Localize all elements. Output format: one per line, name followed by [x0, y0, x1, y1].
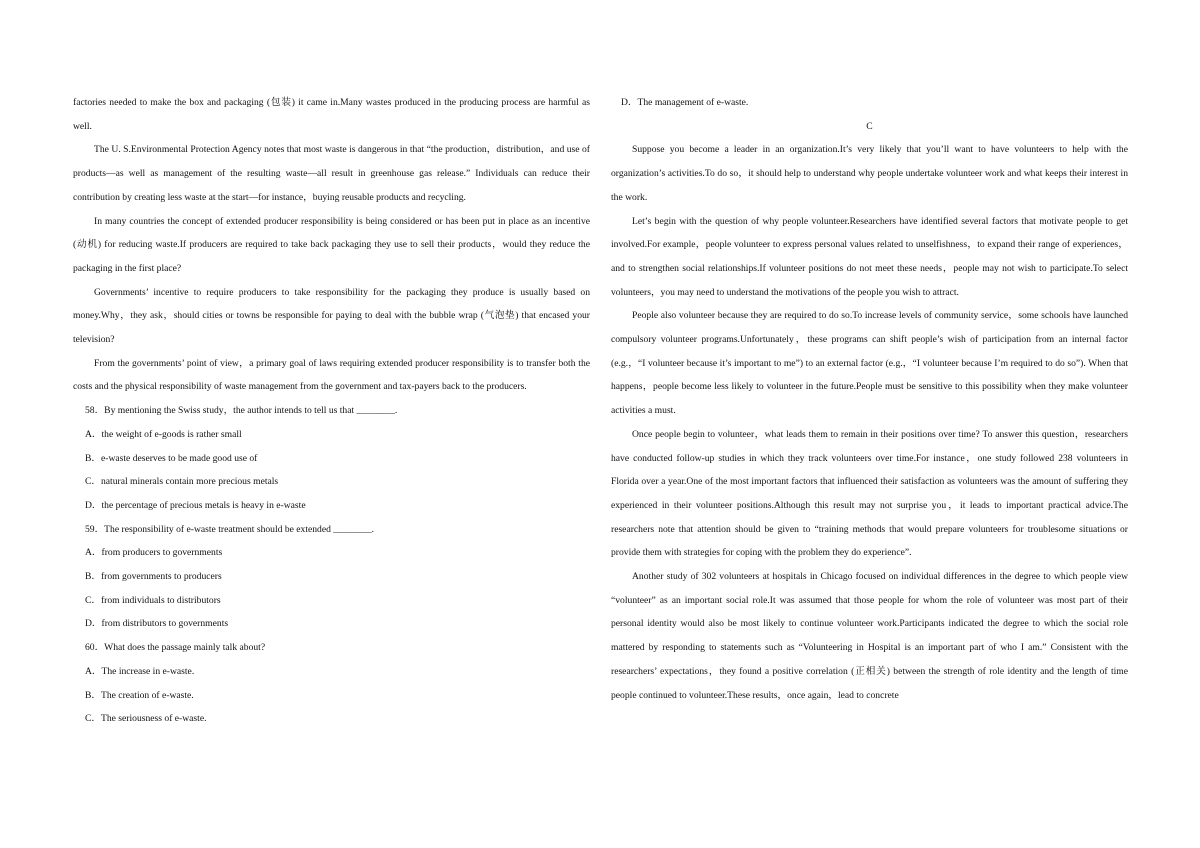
passage-paragraph-3: People also volunteer because they are required to do so.To increase levels of community service，some schools have launched compulsory volunteer programs.Unfortunately，these programs can shift people’s wish of participation from an internal factor (e.g.，“I volunteer because it’s important to me”) to an external factor (e.g.，“I volunteer because I’m required to do so”). When that happens，people become less likely to volunteer in the future.People must be sensitive to this possibility when they make volunteer activities a must. — [611, 310, 1128, 417]
section-label: C — [866, 120, 873, 132]
option-d: D．The management of e-waste. — [621, 97, 749, 108]
option-b: B．The creation of e-waste. — [85, 689, 194, 701]
question-60 — [73, 636, 590, 731]
option-c: C．The seriousness of e-waste. — [85, 713, 207, 725]
question-59 — [73, 518, 590, 637]
option-b: B．e-waste deserves to be made good use of — [85, 452, 258, 464]
option-a: A．The increase in e-waste. — [85, 665, 195, 677]
passage-paragraph-5: From the governments’ point of view，a primary goal of laws requiring extended producer responsibility is to transfer both the costs and the physical responsibility of waste management from the government and tax-payers back to the producers. — [73, 357, 590, 393]
question-stem: 58．By mentioning the Swiss study，the author intends to tell us that ________. — [85, 405, 398, 417]
option-a: A．the weight of e-goods is rather small — [85, 428, 242, 440]
question-stem: 59．The responsibility of e-waste treatment should be extended ________. — [85, 523, 375, 535]
option-d: D．the percentage of precious metals is heavy in e-waste — [85, 499, 306, 511]
passage-paragraph-3: In many countries the concept of extended producer responsibility is being considered or has been put in place as an incentive (动机) for reducing waste.If producers are required to take back packaging they use to sell their products，would they reduce the packaging in the first place? — [73, 215, 590, 274]
left-column — [73, 91, 590, 731]
passage-paragraph-1: Suppose you become a leader in an organization.It’s very likely that you’ll want to have volunteers to help with the organization’s activities.To do so，it should help to understand why people undertake volunteer work and what keeps their interest in the work. — [611, 144, 1128, 203]
right-column — [611, 91, 1128, 707]
option-b: B．from governments to producers — [85, 571, 222, 583]
option-d: D．from distributors to governments — [85, 618, 229, 630]
passage-paragraph-1: factories needed to make the box and packaging (包装) it came in.Many wastes produced in the producing process are harmful as well. — [73, 97, 590, 132]
passage-paragraph-2: Let’s begin with the question of why people volunteer.Researchers have identified several factors that motivate people to get involved.For example，people volunteer to express personal values related to unselfishness，to expand their range of experiences，and to strengthen social relationships.If volunteer positions do not meet these needs，people may not wish to participate.To select volunteers，you may need to understand the motivations of the people you wish to attract. — [611, 215, 1128, 298]
passage-paragraph-2: The U. S.Environmental Protection Agency notes that most waste is dangerous in that “the production，distribution，and use of products—as well as management of the resulting waste—all result in greenhouse gas release.” Individuals can reduce their contribution by creating less waste at the start—for instance，buying reusable products and recycling. — [73, 144, 590, 203]
option-c: C．from individuals to distributors — [85, 594, 221, 606]
option-a: A．from producers to governments — [85, 547, 223, 559]
question-58 — [73, 399, 590, 518]
passage-paragraph-4: Governments’ incentive to require producers to take responsibility for the packaging they produce is usually based on money.Why，they ask，should cities or towns be responsible for paying to deal with the bubble wrap (气泡垫) that encased your television? — [73, 286, 590, 346]
passage-paragraph-4: Once people begin to volunteer，what leads them to remain in their positions over time? To answer this question，researchers have conducted follow-up studies in which they track volunteers over time.For instance，one study followed 238 volunteers in Florida over a year.One of the most important factors that influenced their satisfaction as volunteers was the amount of suffering they experienced in their volunteer positions.Although this result may not surprise you，it leads to important practical advice.The researchers note that attention should be given to “training methods that would prepare volunteers for troublesome situations or provide them with strategies for coping with the problem they do experience”. — [611, 428, 1128, 559]
option-c: C．natural minerals contain more precious metals — [85, 476, 279, 488]
question-stem: 60．What does the passage mainly talk about? — [85, 642, 266, 654]
passage-paragraph-5: Another study of 302 volunteers at hospitals in Chicago focused on individual differences in the degree to which people view “volunteer” as an important social role.It was assumed that those people for whom the role of volunteer was most part of their personal identity would also be most likely to continue volunteer work.Participants indicated the degree to which the social role mattered by responding to statements such as “Volunteering in Hospital is an important part of who I am.” Consistent with the researchers’ expectations，they found a positive correlation (正相关) between the strength of role identity and the length of time people continued to volunteer.These results，once again，lead to concrete — [611, 571, 1128, 701]
